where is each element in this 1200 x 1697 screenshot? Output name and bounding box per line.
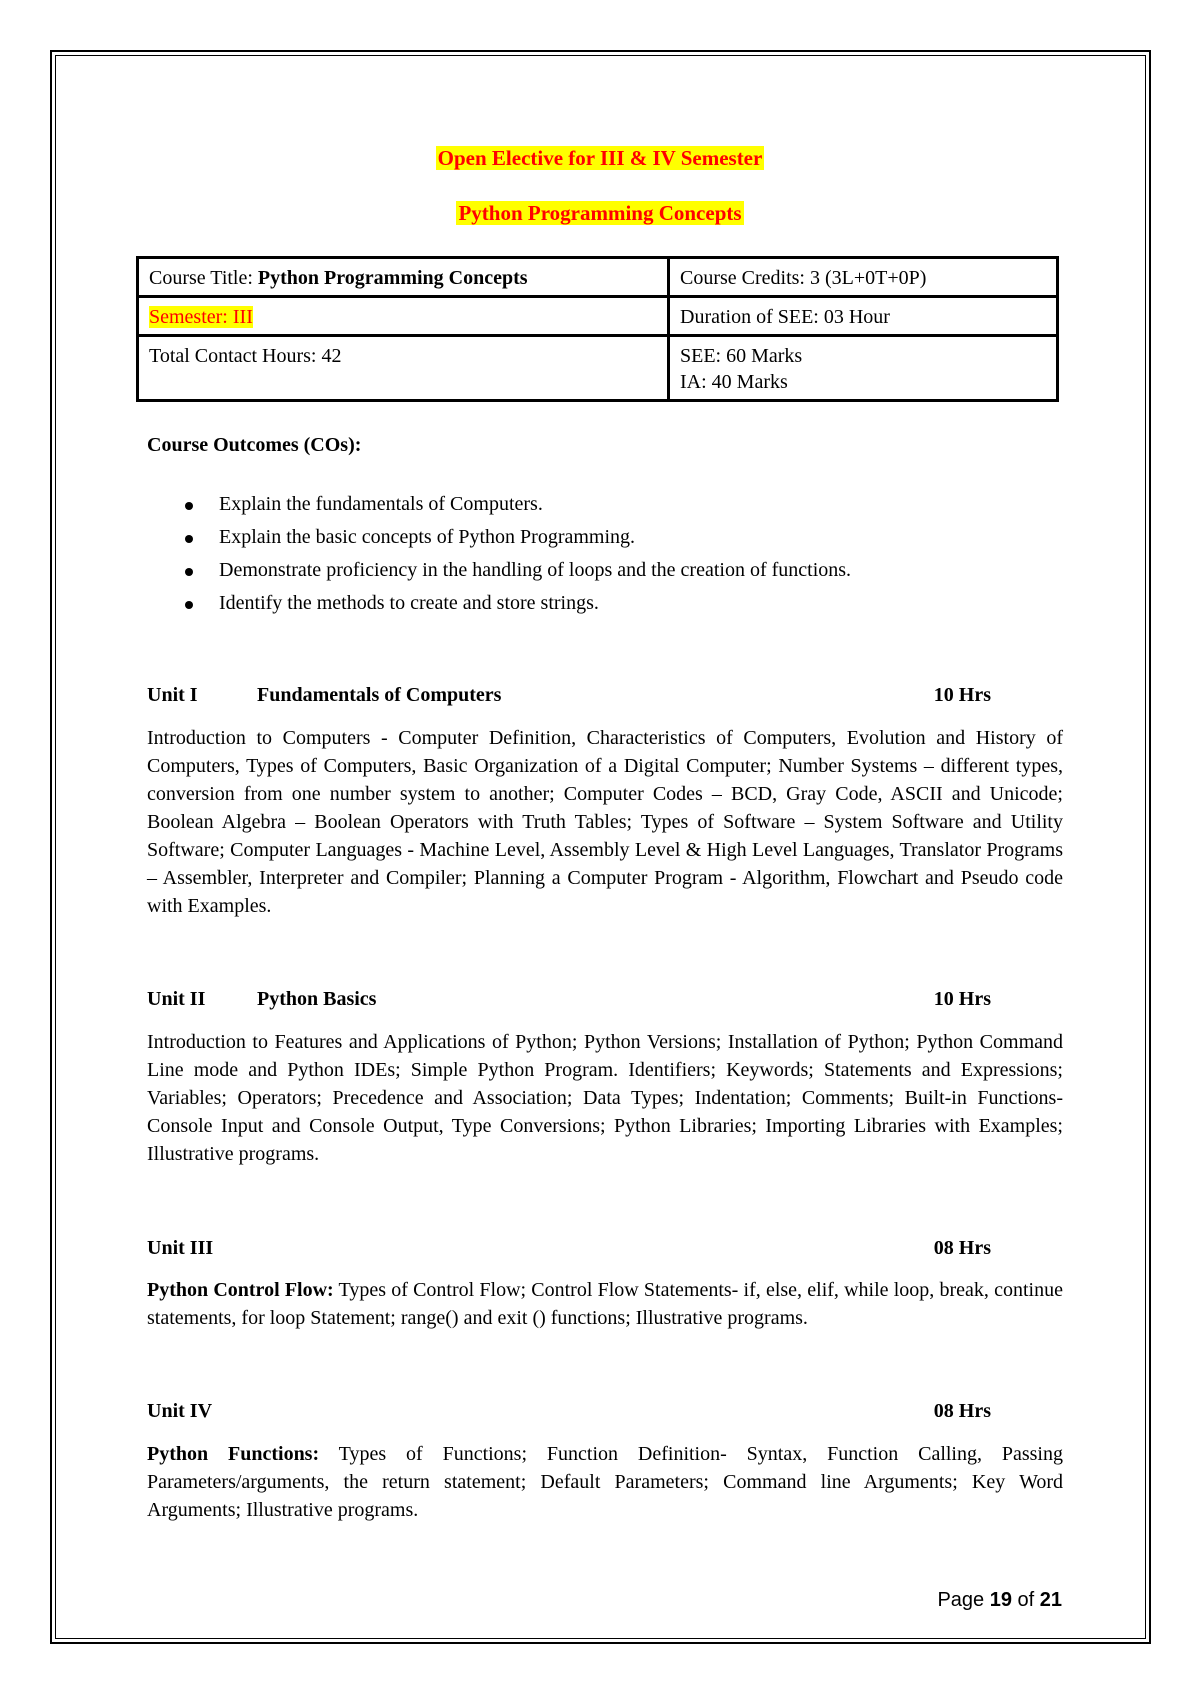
course-info-table bbox=[136, 256, 1059, 402]
see-marks: SEE: 60 Marks bbox=[680, 345, 803, 367]
unit-title: Python Basics bbox=[257, 988, 377, 1010]
unit-4-body: Python Functions: Types of Functions; Function Definition- Syntax, Function Calling, Passing Parameters/arguments, the return statement; Default Parameters; Command line Arguments; Key Word Arguments; Illustrative programs. bbox=[147, 1443, 1063, 1521]
unit-hours: 08 Hrs bbox=[933, 1400, 991, 1422]
semester-value: Semester: III bbox=[149, 306, 253, 328]
page-number: Page 19 of 21 bbox=[937, 1589, 1062, 1611]
unit-number: Unit I bbox=[147, 684, 198, 706]
list-item: Demonstrate proficiency in the handling of loops and the creation of functions. bbox=[147, 554, 851, 587]
bullet-icon bbox=[185, 601, 193, 609]
table-row bbox=[138, 297, 1058, 336]
bullet-icon bbox=[185, 535, 193, 543]
unit-number: Unit IV bbox=[147, 1400, 213, 1422]
unit-3-body: Python Control Flow: Types of Control Flow; Control Flow Statements- if, else, elif, while loop, break, continue statements, for loop Statement; range() and exit () functions; Illustrative programs. bbox=[147, 1279, 1063, 1329]
unit-3-heading bbox=[147, 1237, 1013, 1263]
course-title-label: Course Title: bbox=[149, 267, 258, 289]
table-row bbox=[138, 336, 1058, 401]
unit-4-heading bbox=[147, 1400, 1013, 1426]
list-item: Explain the basic concepts of Python Programming. bbox=[147, 521, 851, 554]
elective-heading bbox=[0, 146, 1200, 171]
table-row bbox=[138, 258, 1058, 297]
unit-lead: Python Functions: bbox=[147, 1443, 320, 1465]
unit-hours: 08 Hrs bbox=[933, 1237, 991, 1259]
unit-2-heading bbox=[147, 988, 1013, 1014]
list-item: Explain the fundamentals of Computers. bbox=[147, 488, 851, 521]
semester-cell bbox=[138, 297, 669, 336]
unit-1-heading bbox=[147, 684, 1013, 710]
bullet-icon bbox=[185, 568, 193, 576]
ia-marks: IA: 40 Marks bbox=[680, 371, 788, 393]
course-heading-text: Python Programming Concepts bbox=[458, 201, 742, 225]
course-credits-cell: Course Credits: 3 (3L+0T+0P) bbox=[669, 258, 1058, 297]
unit-hours: 10 Hrs bbox=[933, 988, 991, 1010]
unit-1-body: Introduction to Computers - Computer Definition, Characteristics of Computers, Evolution and History of Computers, Types of Computers, Basic Organization of a Digital Computer; Number Systems – different types, conversion from one number system to another; Computer Codes – BCD, Gray Code, ASCII and Unicode; Boolean Algebra – Boolean Operators with Truth Tables; Types of Software – System Software and Utility Software; Computer Languages - Machine Level, Assembly Level & High Level Languages, Translator Programs – Assembler, Interpreter and Compiler; Planning a Computer Program - Algorithm, Flowchart and Pseudo code with Examples. bbox=[147, 727, 1063, 917]
bullet-icon bbox=[185, 502, 193, 510]
unit-hours: 10 Hrs bbox=[933, 684, 991, 706]
unit-title: Fundamentals of Computers bbox=[257, 684, 502, 706]
course-outcomes-title: Course Outcomes (COs): bbox=[147, 434, 362, 456]
duration-cell: Duration of SEE: 03 Hour bbox=[669, 297, 1058, 336]
course-title-cell bbox=[138, 258, 669, 297]
unit-number: Unit II bbox=[147, 988, 206, 1010]
unit-lead: Python Control Flow: bbox=[147, 1279, 334, 1301]
marks-cell bbox=[669, 336, 1058, 401]
course-outcomes-list bbox=[147, 488, 851, 620]
unit-number: Unit III bbox=[147, 1237, 214, 1259]
course-heading bbox=[0, 201, 1200, 226]
contact-hours-cell: Total Contact Hours: 42 bbox=[138, 336, 669, 401]
list-item: Identify the methods to create and store strings. bbox=[147, 587, 851, 620]
unit-2-body: Introduction to Features and Applications of Python; Python Versions; Installation of Python; Python Command Line mode and Python IDEs; Simple Python Program. Identifiers; Keywords; Statements and Expressions; Variables; Operators; Precedence and Association; Data Types; Indentation; Comments; Built-in Functions- Console Input and Console Output, Type Conversions; Python Libraries; Importing Libraries with Examples; Illustrative programs. bbox=[147, 1031, 1063, 1165]
elective-heading-text: Open Elective for III & IV Semester bbox=[437, 146, 763, 170]
course-title-value: Python Programming Concepts bbox=[257, 267, 528, 289]
